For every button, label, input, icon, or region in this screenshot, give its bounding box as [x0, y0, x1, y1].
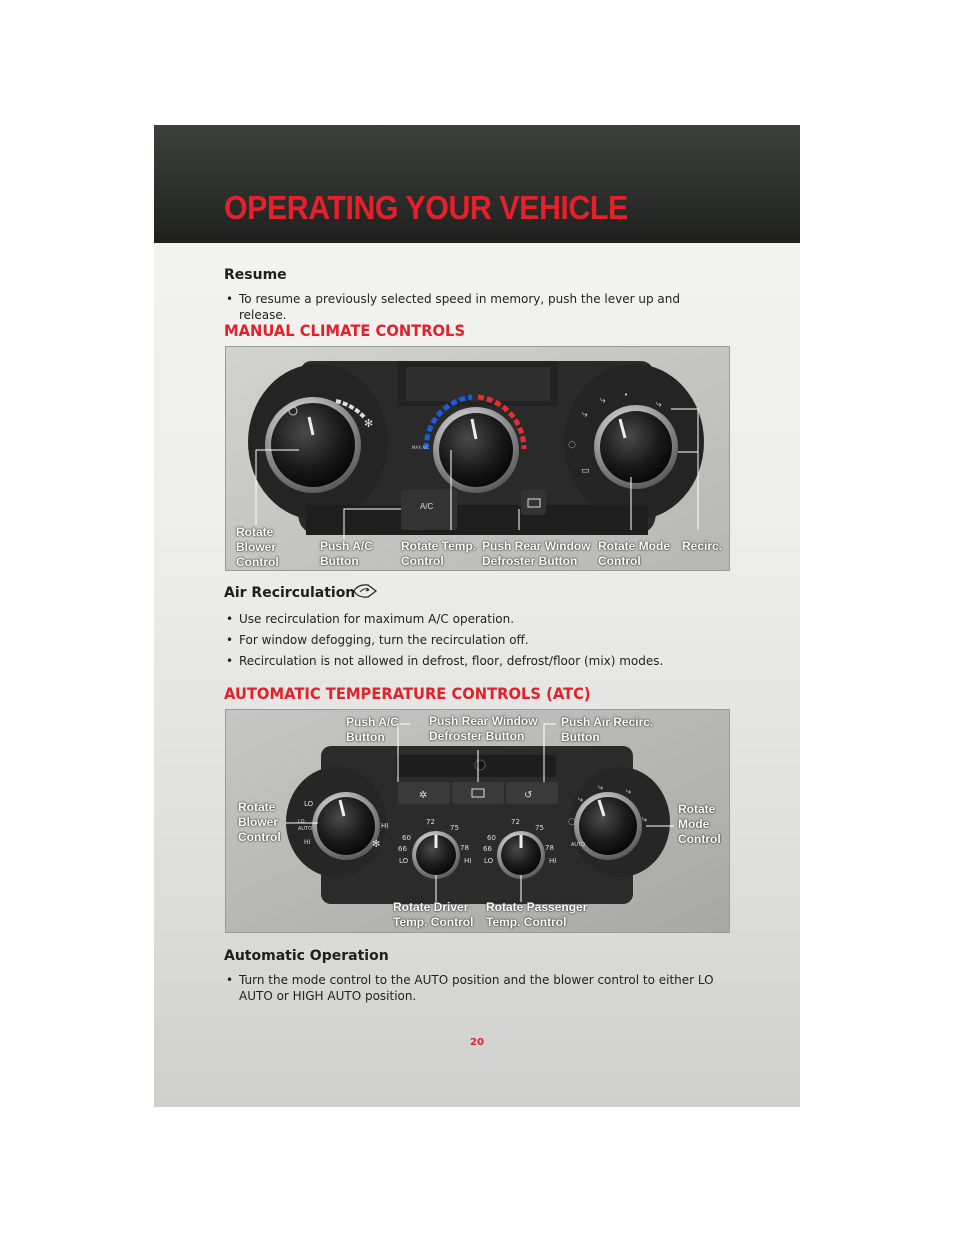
svg-text:⤷: ⤷ — [582, 409, 588, 420]
atc-heading: AUTOMATIC TEMPERATURE CONTROLS (ATC) — [224, 684, 591, 703]
resume-bullet: • To resume a previously selected speed in memory, push the lever up and release. — [226, 292, 680, 322]
callout-atc-rear-defroster: Push Rear Window Defroster Button — [429, 714, 538, 743]
auto-op-bullet: • Turn the mode control to the AUTO position and the blower control to either LO AUTO or HIGH AUTO position. — [226, 973, 714, 1003]
max-ac-label: MAX A/C — [412, 445, 430, 450]
recirc-bullet-2: • For window defogging, turn the recirculation off. — [226, 633, 529, 647]
svg-text:⤷: ⤷ — [626, 787, 632, 797]
svg-text:▭: ▭ — [581, 466, 590, 476]
manual-climate-photo — [225, 346, 730, 571]
svg-text:⤷: ⤷ — [600, 395, 606, 406]
bullet-dot: • — [226, 292, 234, 306]
callout-rotate-temp: Rotate Temp. Control — [401, 539, 477, 568]
page-title: OPERATING YOUR VEHICLE — [224, 189, 628, 226]
passenger-72-label: 72 — [511, 818, 520, 826]
passenger-60-label: 60 — [487, 834, 496, 842]
svg-text:⤷: ⤷ — [578, 795, 584, 805]
callout-atc-push-ac: Push A/C Button — [346, 715, 399, 744]
passenger-78-label: 78 — [545, 844, 554, 852]
ac-button-label: A/C — [420, 502, 434, 511]
driver-72-label: 72 — [426, 818, 435, 826]
svg-text:◌: ◌ — [568, 817, 576, 827]
atc-photo — [225, 709, 730, 933]
driver-hi-label: HI — [464, 857, 472, 865]
auto-label-right: AUTO — [571, 842, 586, 848]
driver-75-label: 75 — [450, 824, 459, 832]
manual-climate-heading: MANUAL CLIMATE CONTROLS — [224, 321, 466, 340]
passenger-hi-label: HI — [549, 857, 557, 865]
recirc-bullet-3: • Recirculation is not allowed in defrost, floor, defrost/floor (mix) modes. — [226, 654, 664, 668]
air-recirculation-heading: Air Recirculation — [224, 585, 356, 601]
svg-text:⤷: ⤷ — [598, 783, 604, 793]
passenger-66-label: 66 — [483, 845, 492, 853]
manual-climate-panel — [226, 347, 729, 570]
recirculation-icon: ↺ — [524, 790, 533, 801]
callout-rotate-mode: Rotate Mode Control — [598, 539, 670, 568]
callout-rotate-blower: Rotate Blower Control — [236, 525, 279, 569]
auto-label-left: AUTO — [298, 826, 313, 832]
callout-atc-push-recirc: Push Air Recirc. Button — [561, 715, 654, 744]
lo-label: LO — [304, 800, 314, 808]
page-number: 20 — [470, 1037, 484, 1048]
driver-78-label: 78 — [460, 844, 469, 852]
passenger-75-label: 75 — [535, 824, 544, 832]
svg-text:⤷: ⤷ — [656, 399, 662, 410]
callout-recirc: Recirc. — [682, 539, 723, 553]
hi-label: HI — [381, 822, 389, 830]
resume-heading: Resume — [224, 267, 287, 283]
recirculation-icon — [352, 583, 378, 599]
lo-auto-label: LO — [298, 819, 305, 825]
callout-atc-driver-temp: Rotate Driver Temp. Control — [393, 900, 474, 929]
driver-66-label: 66 — [398, 845, 407, 853]
callout-atc-passenger-temp: Rotate Passenger Temp. Control — [486, 900, 588, 929]
svg-text:•: • — [624, 391, 629, 399]
svg-text:⤷: ⤷ — [642, 815, 648, 825]
manual-page — [154, 125, 800, 1107]
passenger-lo-label: LO — [484, 857, 494, 865]
svg-text:◌: ◌ — [568, 440, 576, 450]
ac-snowflake-icon: ✲ — [419, 790, 428, 801]
recirc-bullet-1: • Use recirculation for maximum A/C operation. — [226, 612, 515, 626]
driver-lo-label: LO — [399, 857, 409, 865]
header-banner — [154, 125, 800, 243]
driver-60-label: 60 — [402, 834, 411, 842]
hi-auto-label: HI — [304, 839, 311, 846]
fan-icon: ✻ — [372, 839, 381, 850]
callout-push-ac: Push A/C Button — [320, 539, 373, 568]
fan-icon: ✻ — [364, 417, 374, 430]
automatic-operation-heading: Automatic Operation — [224, 948, 389, 964]
callout-rear-defroster: Push Rear Window Defroster Button — [482, 539, 591, 568]
callout-atc-rotate-blower: Rotate Blower Control — [238, 800, 281, 844]
callout-atc-rotate-mode: Rotate Mode Control — [678, 802, 721, 846]
